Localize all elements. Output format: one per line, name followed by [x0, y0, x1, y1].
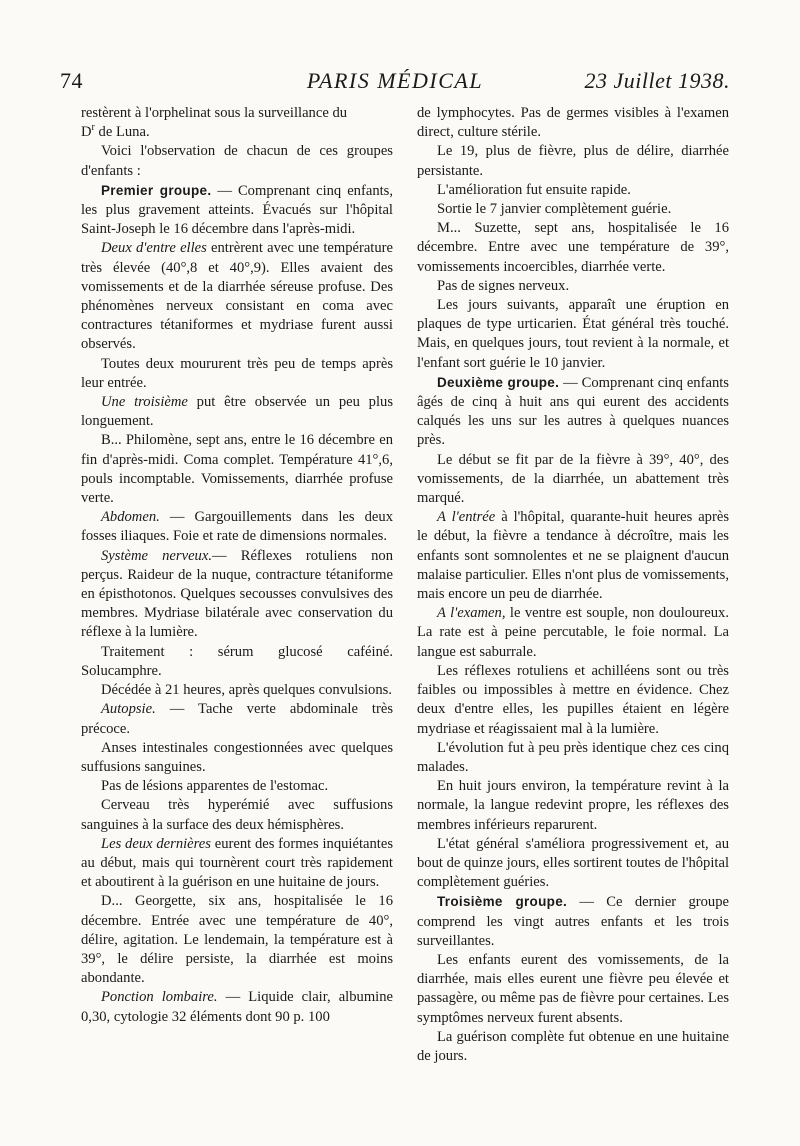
issue-date: 23 Juillet 1938.	[584, 68, 730, 93]
paragraph: A l'entrée à l'hôpital, quarante-huit heures après le début, la fièvre a tendance à décroître, mais les enfants sont somnolentes et ne se plaignent d'aucun malaise particulier. Elles n'ont plus de vomissements, mais encore un peu de diarrhée.	[417, 509, 729, 603]
paragraph: B... Philomène, sept ans, entre le 16 décembre en fin d'après-midi. Coma complet. Température 41°,6, pouls incomptable. Vomissements, diarrhée profuse verte.	[81, 432, 393, 507]
paragraph: Le début se fit par de la fièvre à 39°, 40°, des vomissements, de la diarrhée, un abattement très marqué.	[417, 451, 729, 507]
left-column	[81, 104, 393, 1027]
paragraph: Autopsie. — Tache verte abdominale très précoce.	[81, 701, 393, 737]
paragraph: Toutes deux moururent très peu de temps après leur entrée.	[81, 355, 393, 391]
page-header	[60, 68, 730, 102]
paragraph: Anses intestinales congestionnées avec quelques suffusions sanguines.	[81, 739, 393, 775]
paragraph: Pas de lésions apparentes de l'estomac.	[101, 778, 329, 795]
paragraph: Les enfants eurent des vomissements, de la diarrhée, mais elles eurent une fièvre peu élevée et passagère, ou même pas de fièvre pour certaines. Les symptômes nerveux furent absents.	[417, 951, 729, 1026]
paragraph: Système nerveux.— Réflexes rotuliens non perçus. Raideur de la nuque, contracture tétaniforme en épisthotonos. Quelques secousses convulsives des membres. Mydriase bilatérale avec conservation du réflexe à la lumière.	[81, 547, 394, 641]
paragraph: de lymphocytes. Pas de germes visibles à l'examen direct, culture stérile.	[417, 105, 729, 141]
right-column	[417, 104, 729, 1066]
paragraph: Sortie le 7 janvier complètement guérie.	[437, 201, 672, 218]
paragraph: D... Georgette, six ans, hospitalisée le 16 décembre. Entrée avec une température de 40°, délire, agitation. Le lendemain, la température est à 39°, le délire persiste, la diarrhée est moins abondante.	[81, 893, 393, 987]
paragraph: La guérison complète fut obtenue en une huitaine de jours.	[417, 1028, 729, 1064]
paragraph: L'amélioration fut ensuite rapide.	[437, 181, 631, 198]
paragraph: Décédée à 21 heures, après quelques convulsions.	[101, 682, 392, 699]
paragraph: restèrent à l'orphelinat sous la surveillance du $D^r$ de Luna.	[81, 105, 348, 141]
paragraph: Pas de signes nerveux.	[437, 277, 570, 294]
paragraph: L'état général s'améliora progressivement et, au bout de quinze jours, elles sortirent toutes de l'hôpital complètement guéries.	[417, 835, 729, 891]
page-number: 74	[60, 68, 83, 93]
journal-title: PARIS MÉDICAL	[306, 68, 484, 93]
paragraph: Deux d'entre elles entrèrent avec une température très élevée (40°,8 et 40°,9). Elles avaient des vomissements et de la diarrhée séreuse profuse. Des phénomènes nerveux consistant en coma avec contractures tétaniformes et mydriase furent aussi observés.	[81, 240, 394, 353]
section-heading-deuxieme-groupe: Deuxième groupe. — Comprenant cinq enfants âgés de cinq à huit ans qui eurent des accidents calqués les uns sur les autres à quelques nuances près.	[417, 374, 729, 449]
paragraph: Abdomen. — Gargouillements dans les deux fosses iliaques. Foie et rate de dimensions normales.	[81, 509, 393, 545]
paragraph: Les jours suivants, apparaît une éruption en plaques de type urticarien. État général très touché. Mais, en quelques jours, tout revient à la normale, et l'enfant sort guérie le 10 janvier.	[417, 297, 729, 371]
paragraph: M... Suzette, sept ans, hospitalisée le 16 décembre. Entre avec une température de 39°, vomissements incoercibles, diarrhée verte.	[417, 220, 729, 275]
paragraph: Les deux dernières eurent des formes inquiétantes au début, mais qui tournèrent court très rapidement et aboutirent à la guérison en une huitaine de jours.	[81, 835, 393, 891]
paragraph: Voici l'observation de chacun de ces groupes d'enfants :	[81, 143, 393, 179]
paragraph: Une troisième put être observée un peu plus longuement.	[81, 394, 394, 430]
paragraph: Traitement : sérum glucosé caféiné. Solucamphre.	[81, 643, 393, 679]
paragraph: En huit jours environ, la température revint à la normale, la langue redevint propre, les réflexes des membres inférieurs reparurent.	[417, 778, 729, 833]
paragraph: A l'examen, le ventre est souple, non douloureux. La rate est à peine percutable, le foie normal. La langue est saburrale.	[417, 605, 729, 660]
paragraph: Cerveau très hyperémié avec suffusions sanguines à la surface des deux hémisphères.	[81, 797, 393, 833]
paragraph: L'évolution fut à peu près identique chez ces cinq malades.	[417, 739, 729, 775]
paragraph: Les réflexes rotuliens et achilléens sont ou très faibles ou impossibles à mettre en évidence. Chez deux d'entre elles, les pupilles étaient en légère mydriase et réagissaient mal à la lumière.	[417, 662, 729, 737]
paragraph: Le 19, plus de fièvre, plus de délire, diarrhée persistante.	[417, 143, 729, 179]
section-heading-troisieme-groupe: Troisième groupe. — Ce dernier groupe comprend les vingt autres enfants et les trois surveillantes.	[417, 894, 729, 949]
paragraph: Ponction lombaire. — Liquide clair, albumine 0,30, cytologie 32 éléments dont 90 p. 100	[81, 989, 394, 1025]
section-heading-premier-groupe: Premier groupe. — Comprenant cinq enfants, les plus gravement atteints. Évacués sur l'hôpital Saint-Joseph le 16 décembre dans l'après-midi.	[81, 182, 393, 238]
